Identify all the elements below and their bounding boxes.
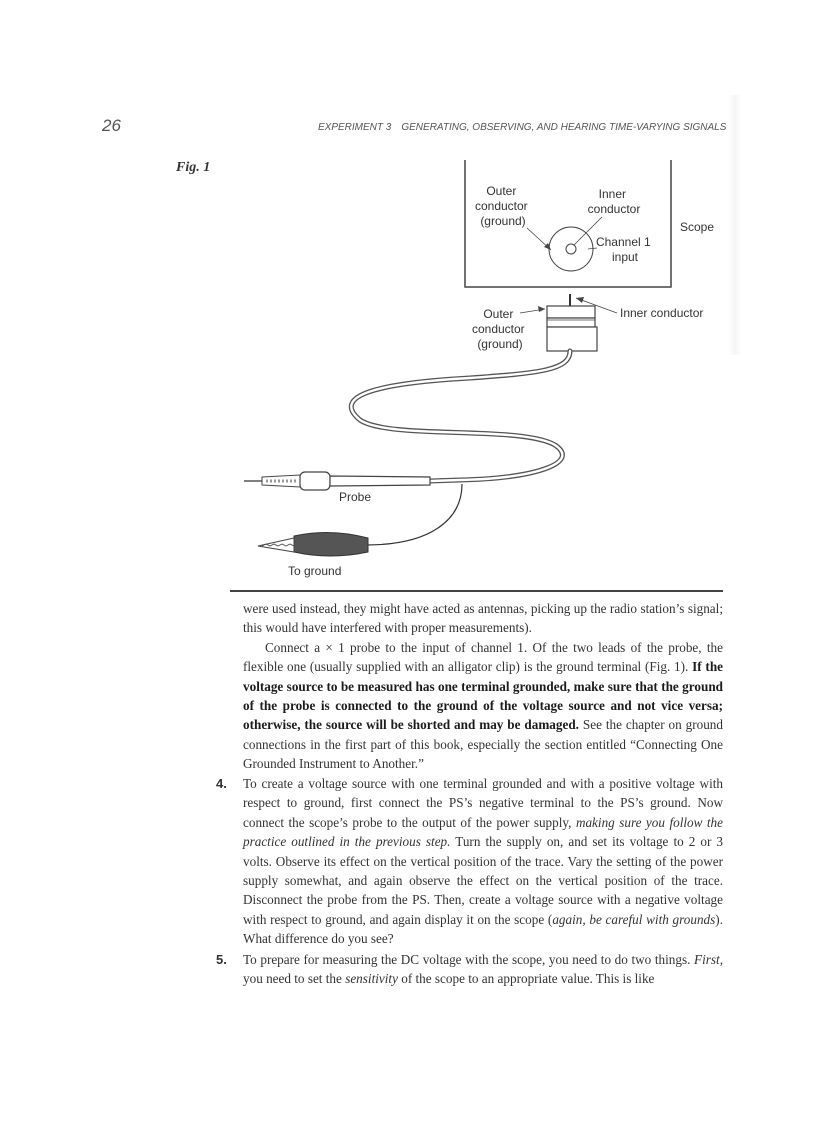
- running-head-title: GENERATING, OBSERVING, AND HEARING TIME-VARYING SIGNALS: [401, 122, 727, 133]
- figure-label: Fig. 1: [176, 160, 211, 175]
- label-probe: Probe: [339, 490, 372, 504]
- page-number: 26: [102, 116, 121, 135]
- probe-handle: [300, 472, 330, 490]
- continuation-paragraph-1: were used instead, they might have acted as antennas, picking up the radio station’s signal; this would have interfered with proper measurements).: [243, 601, 723, 636]
- step-4: [216, 774, 724, 949]
- label-inner-conductor-top: Inner conductor: [587, 187, 641, 216]
- label-scope: Scope: [680, 220, 715, 234]
- label-inner-conductor-right: Inner conductor: [620, 306, 704, 320]
- step-4-text: To create a voltage source with one terminal grounded and with a positive voltage with respect to ground, first connect the PS’s negative terminal to the PS’s ground. Now connect the scope’s probe to the output of the power supply, making sure you follow the practice outlined in the previous step. Turn the supply on, and set its voltage to 2 or 3 volts. Observe its effect on the vertical position of the trace. Vary the setting of the power supply somewhat, and again observe the effect on the vertical position of the trace. Disconnect the probe from the PS. Then, create a voltage source with a negative voltage with respect to ground, and again display it on the scope (again, be careful with grounds). What difference do you see?: [243, 776, 724, 947]
- continuation-text: [243, 599, 723, 774]
- step-5-number: 5.: [216, 952, 227, 967]
- label-to-ground: To ground: [288, 564, 342, 578]
- bnc-inner-pin: [566, 244, 576, 254]
- figure-rule: [230, 590, 723, 592]
- ground-lead: [366, 484, 462, 545]
- alligator-clip: [294, 532, 368, 556]
- step-5-text: To prepare for measuring the DC voltage with the scope, you need to do two things. First, you need to set the sensitivity of the scope to an appropriate value. This is like: [243, 952, 723, 987]
- step-5: [216, 950, 723, 989]
- label-outer-conductor-bottom: Outer conductor (ground): [471, 307, 525, 351]
- bnc-outer-ring: [549, 227, 593, 271]
- connector-body: [547, 327, 597, 351]
- running-head-experiment: EXPERIMENT 3: [318, 122, 392, 133]
- continuation-paragraph-2: Connect a × 1 probe to the input of channel 1. Of the two leads of the probe, the flexible one (usually supplied with an alligator clip) is the ground terminal (Fig. 1). If the voltage source to be measured has one terminal grounded, make sure that the ground of the probe is connected to the ground of the voltage source and not vice versa; otherwise, the source will be shorted and may be damaged. See the chapter on ground connections in the first part of this book, especially the section entitled “Connecting One Grounded Instrument to Another.”: [243, 639, 724, 772]
- connector-middle: [547, 318, 595, 327]
- step-4-number: 4.: [216, 776, 227, 791]
- connector-top: [547, 306, 595, 318]
- label-outer-conductor-top: Outer conductor (ground): [474, 184, 528, 228]
- label-channel-input: Channel 1 input: [595, 235, 651, 264]
